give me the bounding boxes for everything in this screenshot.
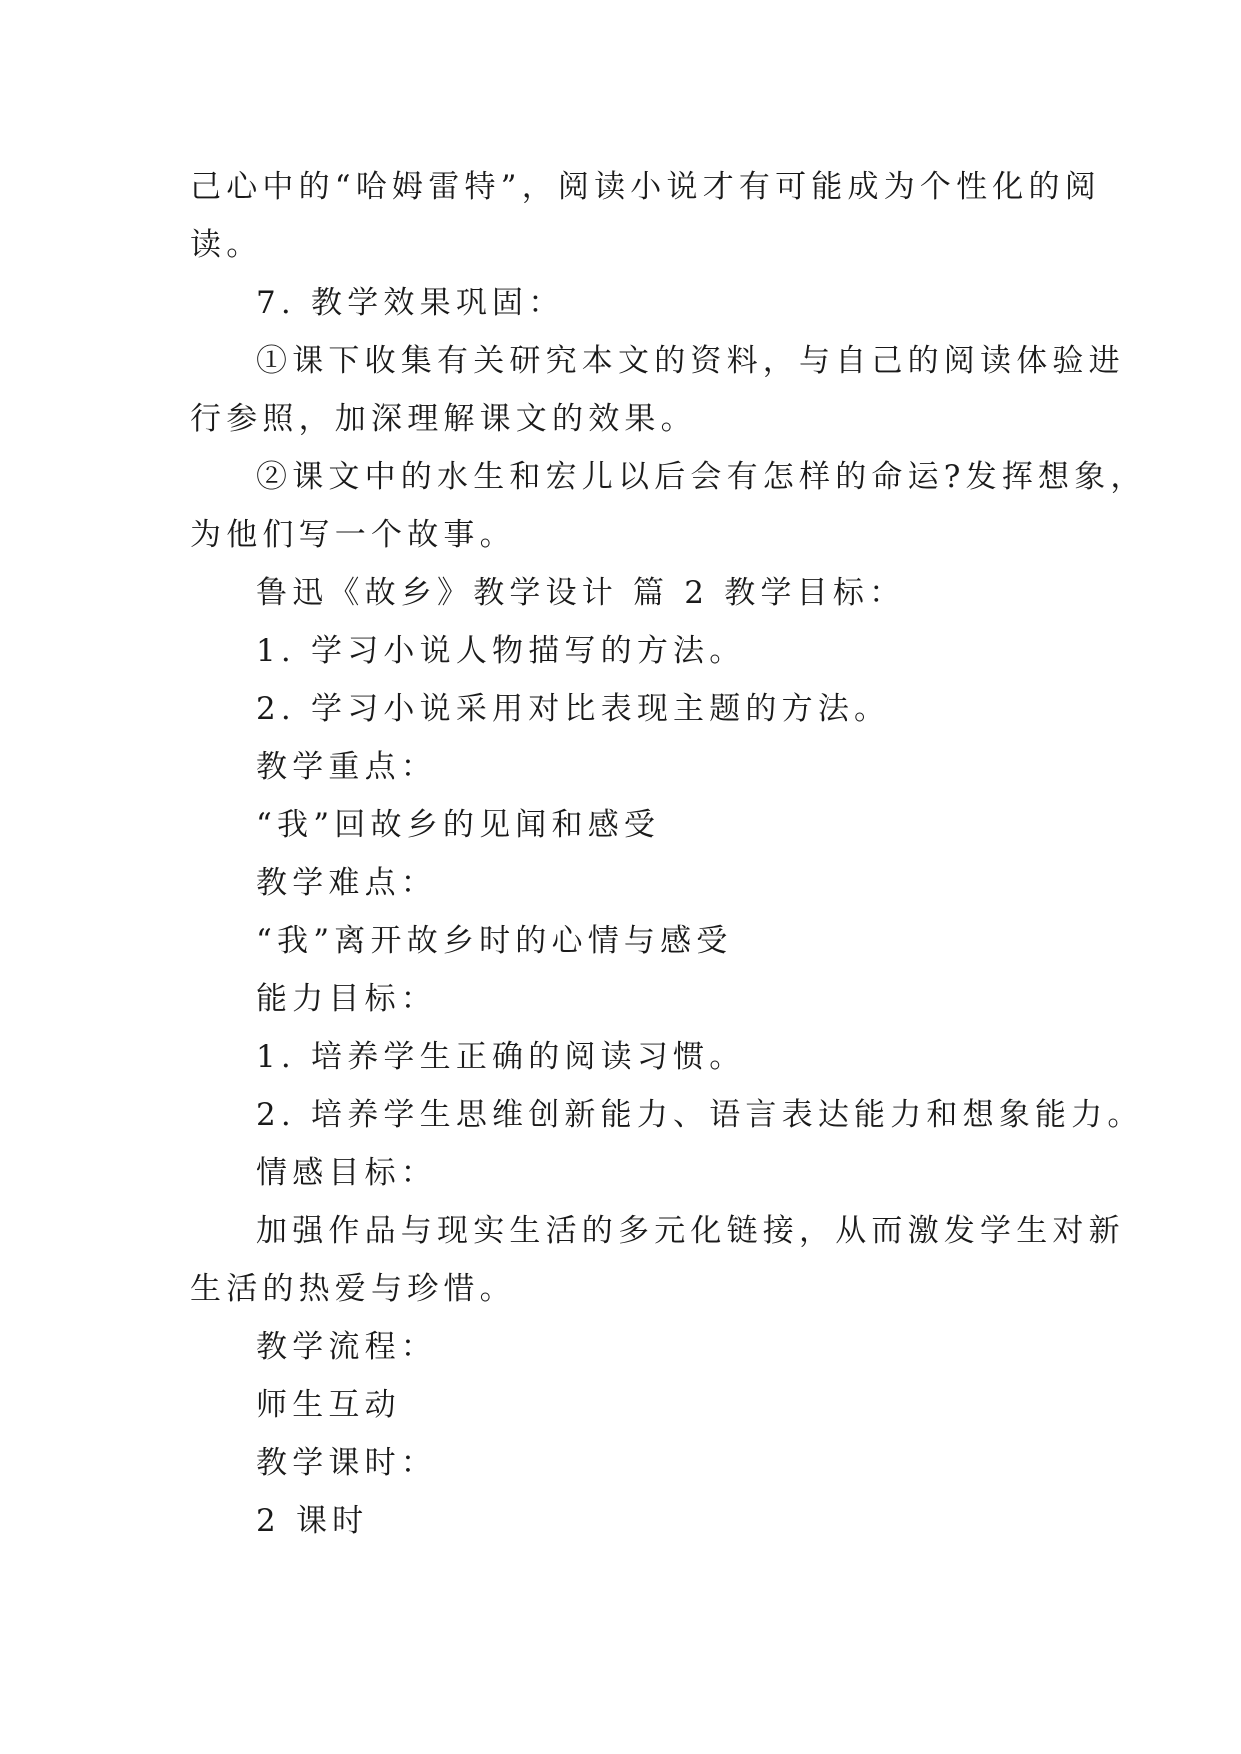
list-item: 1. 培养学生正确的阅读习惯。 xyxy=(256,1039,746,1075)
section-heading: 教学重点： xyxy=(256,749,437,785)
section-title: 鲁迅《故乡》教学设计 篇 2 教学目标： xyxy=(256,575,906,611)
text-line: 生活的热爱与珍惜。 xyxy=(190,1271,516,1307)
text-line: “我”回故乡的见闻和感受 xyxy=(256,807,661,843)
list-item: 2. 学习小说采用对比表现主题的方法。 xyxy=(256,691,891,727)
section-heading: 教学难点： xyxy=(256,865,437,901)
text-line: 2 课时 xyxy=(256,1503,369,1539)
text-line: 读。 xyxy=(190,227,263,263)
section-heading: 7. 教学效果巩固： xyxy=(256,285,565,321)
text-line: 加强作品与现实生活的多元化链接，从而激发学生对新 xyxy=(256,1213,1125,1249)
section-heading: 情感目标： xyxy=(256,1155,437,1191)
document-body xyxy=(190,158,1147,1550)
text-line: 为他们写一个故事。 xyxy=(190,517,516,553)
section-heading: 能力目标： xyxy=(256,981,437,1017)
text-line: 师生互动 xyxy=(256,1387,401,1423)
section-heading: 教学流程： xyxy=(256,1329,437,1365)
text-line: “我”离开故乡时的心情与感受 xyxy=(256,923,733,959)
text-line: 行参照，加深理解课文的效果。 xyxy=(190,401,697,437)
list-item: 1. 学习小说人物描写的方法。 xyxy=(256,633,746,669)
section-heading: 教学课时： xyxy=(256,1445,437,1481)
list-item: ①课下收集有关研究本文的资料，与自己的阅读体验进 xyxy=(256,343,1125,379)
list-item: 2. 培养学生思维创新能力、语言表达能力和想象能力。 xyxy=(256,1097,1144,1133)
text-line: 己心中的“哈姆雷特”，阅读小说才有可能成为个性化的阅 xyxy=(190,169,1101,205)
list-item: ②课文中的水生和宏儿以后会有怎样的命运?发挥想象， xyxy=(256,459,1147,495)
